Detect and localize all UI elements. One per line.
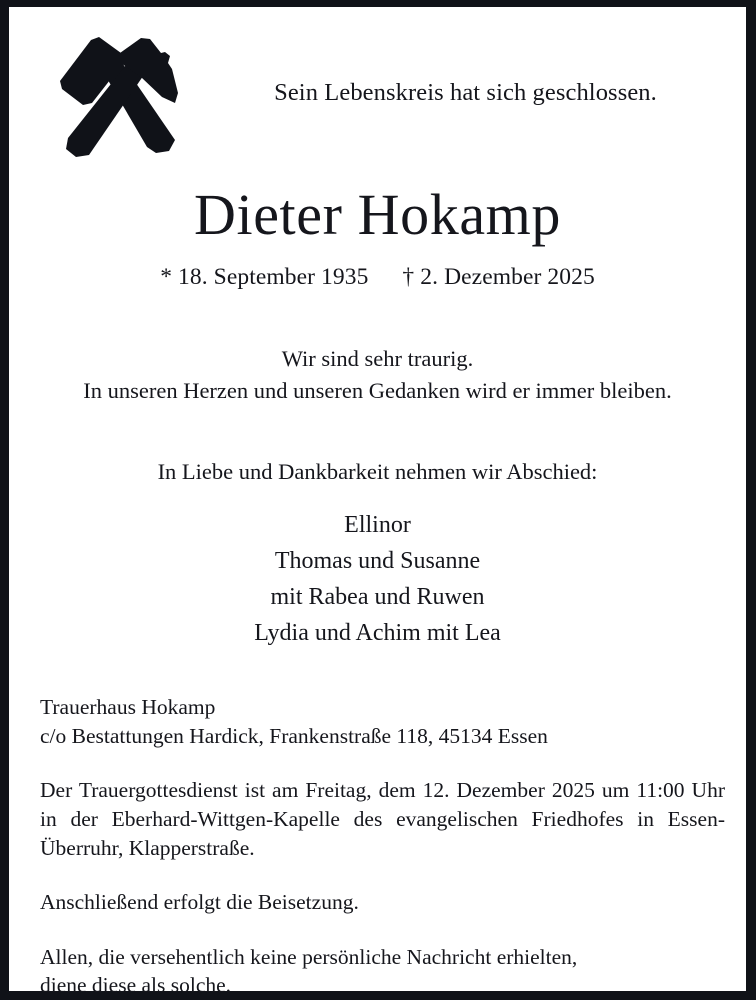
verse-line: Wir sind sehr traurig. bbox=[281, 346, 474, 372]
closing-note-last: diene diese als solche. bbox=[40, 973, 232, 998]
notice-header bbox=[9, 7, 746, 157]
family-line: mit Rabea und Ruwen bbox=[270, 584, 485, 611]
life-dates bbox=[9, 264, 746, 291]
family-line: Ellinor bbox=[344, 512, 411, 539]
mourning-house-block bbox=[40, 693, 725, 750]
family-line: Lydia und Achim mit Lea bbox=[254, 620, 501, 647]
opening-line: Sein Lebenskreis hat sich geschlossen. bbox=[274, 79, 657, 106]
birth-symbol: * bbox=[160, 264, 173, 291]
farewell-line: In Liebe und Dankbarkeit nehmen wir Abschied: bbox=[157, 459, 598, 485]
verse-line: In unseren Herzen und unseren Gedanken wird er immer bleiben. bbox=[83, 378, 672, 404]
death-date: 2. Dezember 2025 bbox=[420, 264, 595, 291]
crossed-hammer-and-pick-icon bbox=[42, 25, 194, 165]
verse-block bbox=[9, 343, 746, 407]
deceased-name: Dieter Hokamp bbox=[194, 182, 561, 247]
obituary-page bbox=[9, 7, 746, 998]
closing-note-main: Allen, die versehentlich keine persönliche Nachricht erhielten, bbox=[40, 944, 578, 969]
family-block bbox=[9, 507, 746, 651]
closing-note bbox=[40, 943, 725, 1000]
burial-note: Anschließend erfolgt die Beisetzung. bbox=[40, 890, 359, 915]
service-details: Der Trauergottesdienst ist am Freitag, dem 12. Dezember 2025 um 11:00 Uhr in der Eberhard-Wittgen-Kapelle des evangelischen Friedhofes in Essen-Überruhr, Klapperstraße. bbox=[40, 778, 725, 860]
family-line: Thomas und Susanne bbox=[274, 548, 481, 575]
death-symbol: † bbox=[402, 264, 415, 291]
mourning-house-address: c/o Bestattungen Hardick, Frankenstraße 118, 45134 Essen bbox=[40, 723, 548, 748]
notice-details bbox=[9, 693, 746, 1000]
name-block bbox=[9, 182, 746, 291]
birth-date: 18. September 1935 bbox=[178, 264, 369, 291]
mourning-house-name: Trauerhaus Hokamp bbox=[40, 695, 216, 720]
